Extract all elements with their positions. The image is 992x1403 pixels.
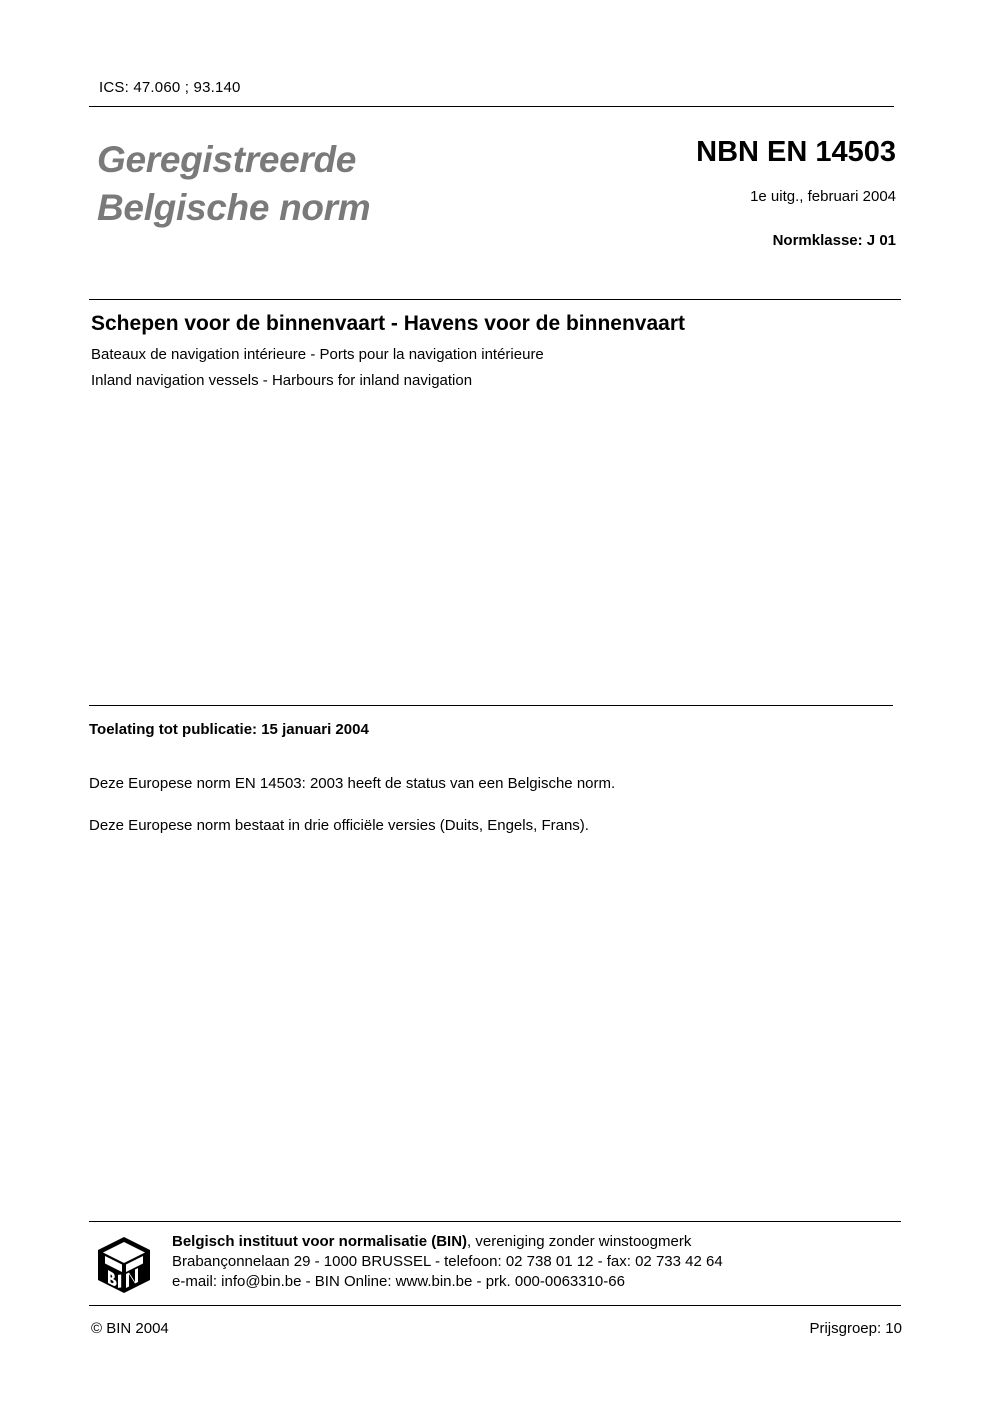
institute-name-line bbox=[172, 1232, 723, 1252]
title-french: Bateaux de navigation intérieure - Ports pour la navigation intérieure bbox=[91, 346, 544, 363]
title-dutch: Schepen voor de binnenvaart - Havens voor de binnenvaart bbox=[91, 312, 685, 335]
price-group: Prijsgroep: 10 bbox=[809, 1320, 902, 1337]
registration-title-line2: Belgische norm bbox=[97, 187, 371, 228]
title-divider bbox=[89, 299, 901, 300]
body-divider bbox=[89, 705, 893, 706]
institute-name: Belgisch instituut voor normalisatie (BIN) bbox=[172, 1233, 468, 1250]
footer-divider bbox=[89, 1221, 901, 1222]
institute-address: Brabançonnelaan 29 - 1000 BRUSSEL - telefoon: 02 738 01 12 - fax: 02 733 42 64 bbox=[172, 1253, 723, 1270]
versions-statement: Deze Europese norm bestaat in drie officiële versies (Duits, Engels, Frans). bbox=[89, 817, 589, 834]
institute-suffix: , vereniging zonder winstoogmerk bbox=[467, 1233, 692, 1250]
header-divider bbox=[89, 106, 894, 107]
institute-info bbox=[172, 1232, 723, 1292]
registration-title bbox=[97, 136, 370, 232]
status-statement: Deze Europese norm EN 14503: 2003 heeft de status van een Belgische norm. bbox=[89, 775, 616, 792]
publication-approval: Toelating tot publicatie: 15 januari 2004 bbox=[89, 721, 369, 738]
standard-number: NBN EN 14503 bbox=[696, 136, 896, 168]
copyright-divider bbox=[89, 1305, 901, 1306]
title-english: Inland navigation vessels - Harbours for inland navigation bbox=[91, 372, 473, 389]
institute-contact: e-mail: info@bin.be - BIN Online: www.bin.be - prk. 000-0063310-66 bbox=[172, 1273, 625, 1290]
edition-date: 1e uitg., februari 2004 bbox=[750, 188, 896, 205]
copyright: © BIN 2004 bbox=[91, 1320, 169, 1337]
bin-logo-icon bbox=[96, 1236, 152, 1294]
registration-title-line1: Geregistreerde bbox=[97, 139, 357, 180]
norm-class: Normklasse: J 01 bbox=[772, 232, 896, 249]
ics-classification: ICS: 47.060 ; 93.140 bbox=[99, 79, 241, 96]
